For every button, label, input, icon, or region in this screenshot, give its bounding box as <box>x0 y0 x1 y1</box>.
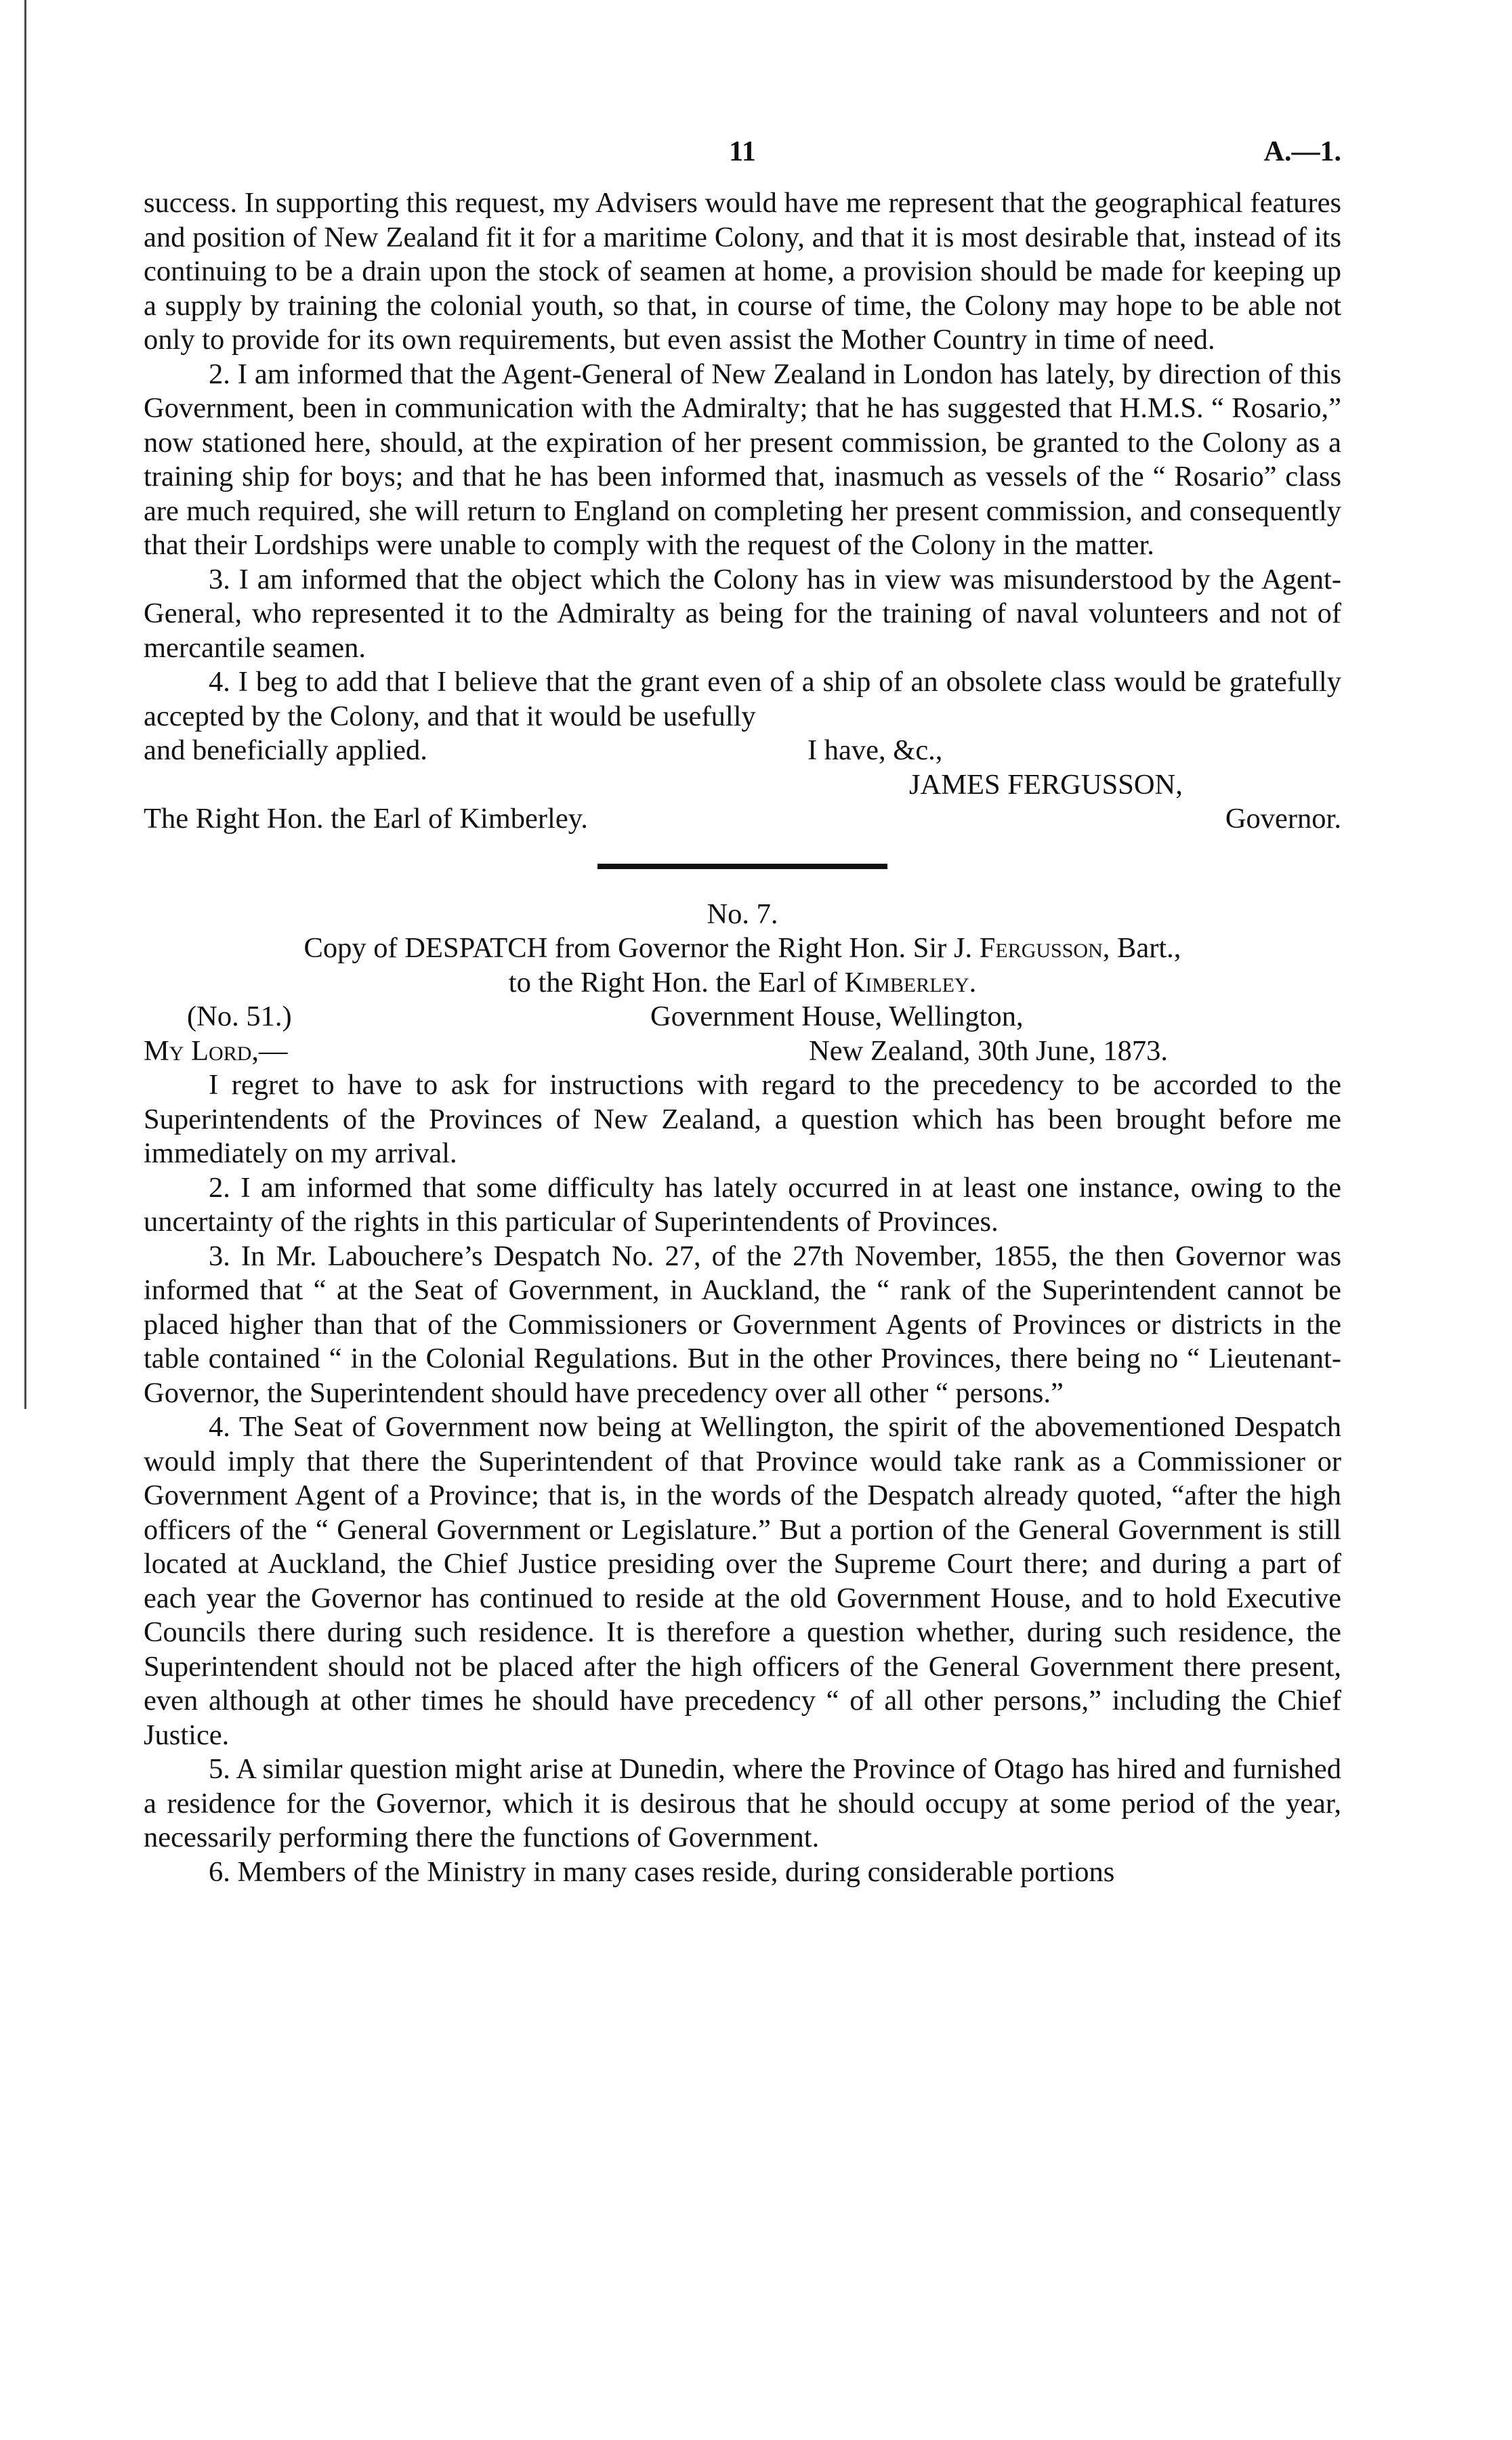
despatch-paragraph-3: 3. In Mr. Labouchere’s Despatch No. 27, of the 27th November, 1855, the then Governor was informed that “ at the Seat of Government, in Auckland, the “ rank of the Superintendent cannot be placed higher than that of the Commissioners or Government Agents of Provinces or districts in the table contained “ in the Colonial Regulations. But in the other Provinces, there being no “ Lieutenant-Governor, the Superintendent should have precedency over all other “ persons.” <box>144 1240 1341 1409</box>
heading-text-1: Copy of DESPATCH from Governor the Right Hon. Sir J. <box>303 932 980 964</box>
despatch-date: New Zealand, 30th June, 1873. <box>809 1034 1168 1067</box>
signature: JAMES FERGUSSON, <box>909 768 1183 801</box>
paragraph-4-end: and beneficially applied. <box>144 734 427 766</box>
heading-text-4: . <box>969 966 977 998</box>
despatch-paragraph-6: 6. Members of the Ministry in many cases reside, during considerable portions <box>209 1855 1115 1888</box>
paragraph-3: 3. I am informed that the object which the Colony has in view was misunderstood by the Agent-General, who represented it to the Admiralty as being for the training of naval volunteers and not of mercantile seamen. <box>144 563 1341 664</box>
page-number: 11 <box>729 136 756 167</box>
page-header <box>144 135 1341 176</box>
despatch-ref-number: (No. 51.) <box>187 1001 292 1032</box>
body-text <box>144 186 1341 1889</box>
despatch-heading-line-2 <box>144 966 1341 1001</box>
despatch-paragraph-5: 5. A similar question might arise at Dunedin, where the Province of Otago has hired and furnished a residence for the Governor, which it is desirous that he should occupy at some period of the year, necessarily performing there the functions of Government. <box>144 1753 1341 1853</box>
scan-edge-line <box>24 0 26 1409</box>
document-reference: A.—1. <box>1263 136 1341 167</box>
closing-row <box>144 734 1341 768</box>
addressee: The Right Hon. the Earl of Kimberley. <box>144 803 588 835</box>
paragraph-2: 2. I am informed that the Agent-General of New Zealand in London has lately, by direction of this Government, been in communication with the Admiralty; that he has suggested that H.M.S. “ Rosario,” now stationed here, should, at the expiration of her present commission, be granted to the Colony as a training ship for boys; and that he has been informed that, inasmuch as vessels of the “ Rosario” class are much required, she will return to England on completing her present commission, and consequently that their Lordships were unable to comply with the request of the Colony in the matter. <box>144 358 1341 561</box>
heading-text-2: , Bart., <box>1102 932 1181 964</box>
paragraph-4: 4. I beg to add that I believe that the grant even of a ship of an obsolete class would be gratefully accepted by the Colony, and that it would be usefully <box>144 666 1341 732</box>
heading-name-earl: Kimberley <box>844 966 969 998</box>
signatory-title: Governor. <box>1225 803 1341 835</box>
salutation: My Lord,— <box>144 1034 288 1067</box>
heading-text-3: to the Right Hon. the Earl of <box>508 966 845 998</box>
despatch-place: Government House, Wellington, <box>650 1001 1024 1032</box>
section-divider <box>597 864 887 869</box>
heading-name-governor: Fergusson <box>979 932 1103 964</box>
continuation-paragraph: success. In supporting this request, my Advisers would have me represent that the geographical features and position of New Zealand fit it for a maritime Colony, and that it is most desirable that, instead of its continuing to be a drain upon the stock of seamen at home, a provision should be made for keeping up a supply by training the colonial youth, so that, in course of time, the Colony may hope to be able not only to provide for its own requirements, but even assist the Mother Country in time of need. <box>144 187 1341 356</box>
dateline-top <box>144 1000 1341 1034</box>
addressee-row <box>144 802 1341 837</box>
despatch-heading <box>144 931 1341 966</box>
despatch-paragraph-4: 4. The Seat of Government now being at Wellington, the spirit of the abovementioned Despatch would imply that there the Superintendent of that Province would take rank as a Commissioner or Government Agent of a Province; that is, in the words of the Despatch already quoted, “after the high officers of the “ General Government or Legislature.” But a portion of the General Government is still located at Auckland, the Chief Justice presiding over the Supreme Court there; and during a part of each year the Governor has continued to reside at the old Government House, and to hold Executive Councils there during such residence. It is therefore a question whether, during such residence, the Superintendent should not be placed after the high officers of the General Government there present, even although at other times he should have precedency “ of all other persons,” including the Chief Justice. <box>144 1411 1341 1751</box>
despatch-paragraph-2: 2. I am informed that some difficulty has lately occurred in at least one instance, owing to the uncertainty of the rights in this particular of Superintendents of Provinces. <box>144 1171 1341 1238</box>
despatch-number: No. 7. <box>707 898 778 930</box>
despatch-paragraph-1: I regret to have to ask for instructions with regard to the precedency to be accorded to the Superintendents of the Provinces of New Zealand, a question which has been brought before me immediately on my arrival. <box>144 1069 1341 1169</box>
closing-formula: I have, &c., <box>807 734 943 766</box>
dateline-bottom <box>144 1034 1341 1069</box>
